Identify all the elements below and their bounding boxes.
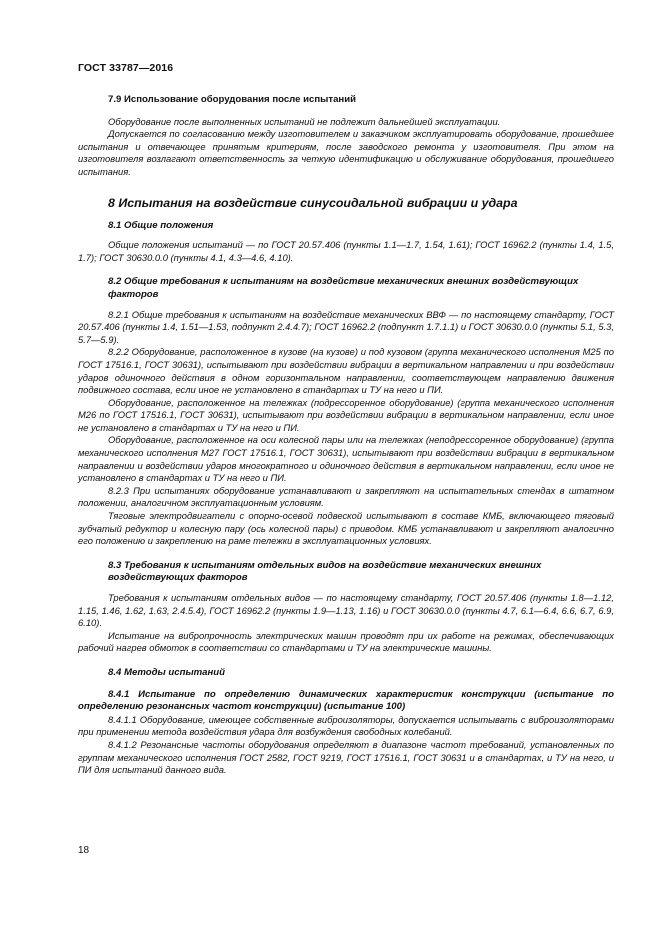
section-8-4-title: 8.4 Методы испытаний — [108, 666, 226, 678]
section-8-2-paragraph: Тяговые электродвигатели с опорно-осевой подвеской испытывают в составе КМБ, включающего тяговый зубчатый редуктор и колесную пару (ось колесной пары) с приводом. КМБ устанавливают и закрепляют аналогично его положению и закреплению на раме тележки в эксплуатационных условиях. — [78, 510, 614, 547]
page-content — [78, 94, 614, 777]
section-8-4-paragraph: 8.4.1.2 Резонансные частоты оборудования определяют в диапазоне частот требований, установленных по группам механического исполнения ГОСТ 2582, ГОСТ 9219, ГОСТ 17516.1, ГОСТ 30631 и в стандартах, и ТУ на него, и ПИ для испытаний данного вида. — [78, 738, 614, 776]
section-7-9-paragraph: Оборудование после выполненных испытаний не подлежит дальнейшей эксплуатации. — [108, 115, 501, 127]
section-8-4-paragraph: 8.4.1.1 Оборудование, имеющее собственные виброизоляторы, допускается испытывать с виброизоляторами при применении метода воздействия удара для возбуждения свободных колебаний. — [78, 713, 614, 738]
section-8-title: 8 Испытания на воздействие синусоидальной вибрации и удара — [108, 195, 518, 210]
section-8-3-title: 8.3 Требования к испытаниям отдельных видов на воздействие механических внешних воздействующих факторов — [108, 559, 542, 584]
section-8-2-paragraph: 8.2.1 Общие требования к испытаниям на воздействие механических ВВФ — по настоящему стандарту, ГОСТ 20.57.406 (пункты 1.4, 1.51—1.53, подпункт 2.4.4.7); ГОСТ 16962.2 (подпункт 1.7.1.1) и ГОСТ 30630.0.0 (пункты 5.1, 5.3, 5.7—5.9). — [78, 308, 614, 345]
document-code-header: ГОСТ 33787—2016 — [78, 62, 174, 74]
section-8-2-paragraph: 8.2.2 Оборудование, расположенное в кузове (на кузове) и под кузовом (группа механического исполнения М25 по ГОСТ 17516.1, ГОСТ 30631), испытывают при воздействии вибрации в вертикальном направлении и при воздействии ударов одиночного действия в одном горизонтальном направлении, соответствующем направлению движения подвижного состава, если иное не установлено в стандартах и ТУ на него и ПИ. — [78, 346, 614, 396]
section-8-2-paragraph: Оборудование, расположенное на тележках (подрессоренное оборудование) (группа механического исполнения М26 по ГОСТ 17516.1, ГОСТ 30631), испытывают при воздействии вибрации в вертикальном направлении, если иное не установлено в стандартах и ТУ на него и ПИ. — [78, 396, 614, 433]
section-8-1-title: 8.1 Общие положения — [108, 219, 214, 231]
section-8-3-paragraph: Испытание на вибропрочность электрических машин проводят при их работе на режимах, обеспечивающих рабочий нагрев обмоток в соответствии со стандартами и ТУ на электрические машины. — [78, 629, 614, 654]
section-8-2-paragraph: 8.2.3 При испытаниях оборудование устанавливают и закрепляют на испытательных стендах в штатном положении, аналогичном эксплуатационным условиям. — [78, 484, 614, 509]
section-8-4-1-title: 8.4.1 Испытание по определению динамических характеристик конструкции (испытание по определению резонансных частот конструкции) (испытание 100) — [78, 688, 614, 713]
section-8-2-paragraph: Оборудование, расположенное на оси колесной пары или на тележках (неподрессоренное оборудование) (группа механического исполнения М27 ГОСТ 17516.1, ГОСТ 30631), испытывают при воздействии вибрации в вертикальном направлении и воздействии ударов многократного и одиночного действия в вертикальном направлении, если иное не установлено в стандартах и ТУ на него и ПИ. — [78, 434, 614, 484]
section-8-3-paragraph: Требования к испытаниям отдельных видов — по настоящему стандарту, ГОСТ 20.57.406 (пункты 1.8—1.12, 1.15, 1.46, 1.62, 1.63, 2.4.5.4), ГОСТ 16962.2 (пункты 1.9—1.13, 1.16) и ГОСТ 30630.0.0 (пункты 4.7, 6.1—6.4, 6.6, 6.7, 6.9, 6.10). — [78, 592, 614, 629]
section-7-9-title: 7.9 Использование оборудования после испытаний — [108, 94, 356, 105]
section-7-9-paragraph: Допускается по согласованию между изготовителем и заказчиком эксплуатировать оборудование, прошедшее испытания и отвечающее принятым критериям, после заводского ремонта у изготовителя. При этом на изготовителя возлагают ответственность за четкую идентификацию и обслуживание оборудования, прошедшего испытания. — [78, 128, 614, 177]
section-8-2-title: 8.2 Общие требования к испытаниям на воздействие механических внешних воздействующих факторов — [108, 276, 579, 300]
section-8-1-paragraph: Общие положения испытаний — по ГОСТ 20.57.406 (пункты 1.1—1.7, 1.54, 1.61); ГОСТ 16962.2 (пункты 1.4, 1.5, 1.7); ГОСТ 30630.0.0 (пункты 4.1, 4.3—4.6, 4.10). — [78, 239, 614, 263]
page-number: 18 — [78, 845, 90, 856]
